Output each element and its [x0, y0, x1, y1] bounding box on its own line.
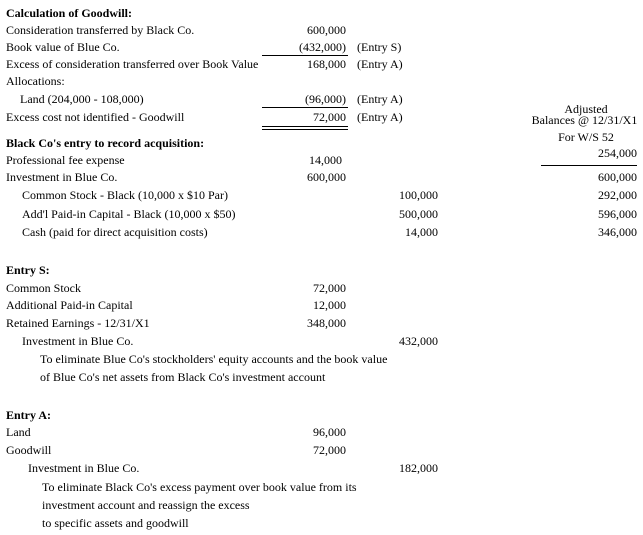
- goodwill-entry-note: (Entry A): [357, 57, 403, 71]
- journal-debit: 14,000: [309, 153, 342, 167]
- entry-a-heading: Entry A:: [6, 408, 51, 422]
- goodwill-entry-note: (Entry S): [357, 40, 402, 54]
- goodwill-label: Consideration transferred by Black Co.: [6, 23, 195, 37]
- journal-account: Retained Earnings - 12/31/X1: [6, 316, 150, 330]
- adjusted-value: 292,000: [598, 188, 637, 202]
- adjusted-value: 254,000: [598, 146, 637, 160]
- journal-account: Land: [6, 425, 31, 439]
- goodwill-label: Excess of consideration transferred over Book Value: [6, 57, 259, 71]
- adjusted-value: 596,000: [598, 207, 637, 221]
- double-rule-bottom: [262, 129, 348, 130]
- journal-account: Investment in Blue Co.: [6, 170, 118, 184]
- adjusted-header-line1: Adjusted: [564, 102, 608, 116]
- goodwill-heading: Calculation of Goodwill:: [6, 6, 133, 20]
- double-rule-top: [262, 126, 348, 127]
- goodwill-label: Excess cost not identified - Goodwill: [6, 110, 185, 124]
- journal-debit: 72,000: [313, 281, 346, 295]
- adjusted-value: 346,000: [598, 225, 637, 239]
- entry-explanation: investment account and reassign the excess: [42, 498, 250, 512]
- journal-account: Professional fee expense: [6, 153, 125, 167]
- journal-debit: 600,000: [307, 170, 346, 184]
- journal-credit: 500,000: [399, 207, 438, 221]
- entry-explanation: To eliminate Blue Co's stockholders' equity accounts and the book value: [40, 352, 388, 366]
- journal-credit: 432,000: [399, 334, 438, 348]
- goodwill-entry-note: (Entry A): [357, 110, 403, 124]
- journal-credit: 14,000: [405, 225, 438, 239]
- subtotal-rule: [262, 55, 348, 56]
- goodwill-amount: 600,000: [307, 23, 346, 37]
- goodwill-amount: (432,000): [299, 40, 346, 54]
- goodwill-entry-note: (Entry A): [357, 92, 403, 106]
- entry-explanation: To eliminate Black Co's excess payment over book value from its: [42, 480, 357, 494]
- entry-s-heading: Entry S:: [6, 263, 50, 277]
- journal-debit: 72,000: [313, 443, 346, 457]
- journal-debit: 96,000: [313, 425, 346, 439]
- goodwill-amount: 168,000: [307, 57, 346, 71]
- journal-account: Goodwill: [6, 443, 52, 457]
- journal-debit: 348,000: [307, 316, 346, 330]
- black-entry-heading: Black Co's entry to record acquisition:: [6, 136, 205, 150]
- subtotal-rule: [262, 107, 348, 108]
- journal-credit: 100,000: [399, 188, 438, 202]
- journal-account: Common Stock: [6, 281, 82, 295]
- entry-explanation: of Blue Co's net assets from Black Co's investment account: [40, 370, 326, 384]
- journal-account: Additional Paid-in Capital: [6, 298, 133, 312]
- goodwill-amount: (96,000): [305, 92, 346, 106]
- goodwill-label: Allocations:: [6, 74, 65, 88]
- journal-credit: 182,000: [399, 461, 438, 475]
- goodwill-label: Land (204,000 - 108,000): [20, 92, 144, 106]
- entry-explanation: to specific assets and goodwill: [42, 516, 189, 530]
- goodwill-amount: 72,000: [313, 110, 346, 124]
- adjusted-rule: [541, 165, 637, 166]
- journal-account: Investment in Blue Co.: [28, 461, 140, 475]
- journal-debit: 12,000: [313, 298, 346, 312]
- journal-account: Add'l Paid-in Capital - Black (10,000 x $50): [22, 207, 236, 221]
- journal-account: Investment in Blue Co.: [22, 334, 134, 348]
- journal-account: Common Stock - Black (10,000 x $10 Par): [22, 188, 228, 202]
- adjusted-header-line3: For W/S 52: [558, 130, 614, 144]
- adjusted-value: 600,000: [598, 170, 637, 184]
- adjusted-header-line2: Balances @ 12/31/X1: [531, 113, 638, 127]
- goodwill-label: Book value of Blue Co.: [6, 40, 120, 54]
- journal-account: Cash (paid for direct acquisition costs): [22, 225, 208, 239]
